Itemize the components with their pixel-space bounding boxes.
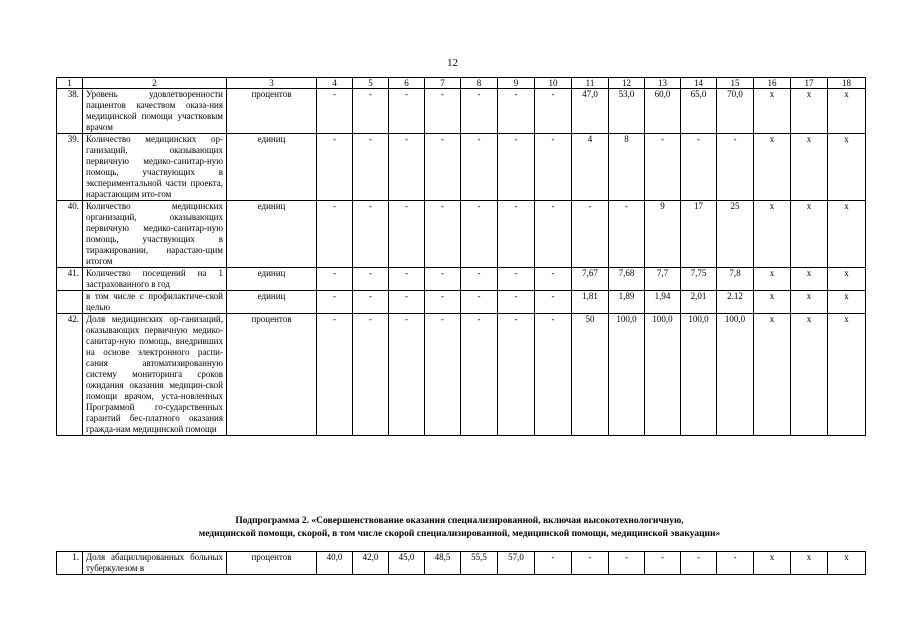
value-cell: 25 — [717, 201, 754, 268]
value-cell: - — [461, 134, 498, 201]
value-cell: - — [389, 268, 425, 291]
value-cell: - — [645, 552, 681, 575]
unit-of-measure: процентов — [227, 314, 317, 436]
value-cell: - — [535, 89, 572, 134]
value-cell: 100,0 — [681, 314, 717, 436]
column-number: 15 — [717, 78, 754, 89]
value-cell: 2,01 — [681, 291, 717, 314]
column-number: 10 — [535, 78, 572, 89]
value-cell: - — [353, 201, 389, 268]
value-cell: x — [754, 268, 791, 291]
value-cell: - — [317, 201, 353, 268]
value-cell: - — [461, 291, 498, 314]
value-cell: 2.12 — [717, 291, 754, 314]
value-cell: - — [681, 552, 717, 575]
value-cell: 8 — [609, 134, 645, 201]
value-cell: - — [498, 268, 535, 291]
value-cell: 53,0 — [609, 89, 645, 134]
unit-of-measure: единиц — [227, 291, 317, 314]
value-cell: x — [791, 314, 828, 436]
value-cell: - — [425, 89, 461, 134]
unit-of-measure: единиц — [227, 201, 317, 268]
value-cell: - — [535, 314, 572, 436]
unit-of-measure: единиц — [227, 134, 317, 201]
value-cell: - — [353, 314, 389, 436]
row-number: 41. — [57, 268, 83, 291]
value-cell: - — [645, 134, 681, 201]
column-number: 11 — [572, 78, 609, 89]
value-cell: 1,94 — [645, 291, 681, 314]
value-cell: 45,0 — [389, 552, 425, 575]
row-number: 38. — [57, 89, 83, 134]
value-cell: - — [535, 291, 572, 314]
value-cell: - — [498, 314, 535, 436]
value-cell: 42,0 — [353, 552, 389, 575]
value-cell: 17 — [681, 201, 717, 268]
column-number: 1 — [57, 78, 83, 89]
value-cell: - — [317, 268, 353, 291]
value-cell: - — [317, 314, 353, 436]
value-cell: - — [681, 134, 717, 201]
value-cell: x — [828, 552, 866, 575]
indicator-name: Количество медицинских ор-ганизаций, оказывающих первичную медико-санитар-ную помощь, участвующих в экспериментальной части проекта, нарастающим ито-гом — [83, 134, 227, 201]
value-cell: - — [535, 201, 572, 268]
value-cell: - — [717, 134, 754, 201]
value-cell: 40,0 — [317, 552, 353, 575]
value-cell: x — [791, 201, 828, 268]
value-cell: - — [717, 552, 754, 575]
value-cell: - — [389, 201, 425, 268]
page-number: 12 — [447, 57, 458, 69]
value-cell: - — [609, 201, 645, 268]
value-cell: 7,67 — [572, 268, 609, 291]
indicator-name: Количество медицинских организаций, оказывающих первичную медико-санитар-ную помощь, участвующих в тиражировании, нарастаю-щим итогом — [83, 201, 227, 268]
value-cell: - — [425, 201, 461, 268]
table-row — [57, 291, 866, 314]
value-cell: 100,0 — [609, 314, 645, 436]
row-number — [57, 291, 83, 314]
value-cell: - — [498, 89, 535, 134]
value-cell: - — [572, 201, 609, 268]
value-cell: x — [828, 89, 866, 134]
value-cell: - — [425, 314, 461, 436]
value-cell: 7,7 — [645, 268, 681, 291]
value-cell: - — [389, 291, 425, 314]
column-number: 18 — [828, 78, 866, 89]
row-number: 42. — [57, 314, 83, 436]
unit-of-measure: процентов — [227, 552, 317, 575]
value-cell: - — [535, 268, 572, 291]
value-cell: 7,75 — [681, 268, 717, 291]
value-cell: - — [353, 268, 389, 291]
value-cell: - — [498, 134, 535, 201]
value-cell: - — [461, 89, 498, 134]
value-cell: x — [791, 134, 828, 201]
value-cell: - — [317, 89, 353, 134]
row-number: 39. — [57, 134, 83, 201]
unit-of-measure: единиц — [227, 268, 317, 291]
value-cell: 65,0 — [681, 89, 717, 134]
table-row — [57, 314, 866, 436]
indicators-table — [56, 77, 866, 436]
value-cell: - — [317, 134, 353, 201]
indicator-name: в том числе с профилактиче-ской целью — [83, 291, 227, 314]
unit-of-measure: процентов — [227, 89, 317, 134]
value-cell: 100,0 — [717, 314, 754, 436]
table-row — [57, 89, 866, 134]
value-cell: x — [754, 134, 791, 201]
indicator-name: Доля абациллированных больных туберкулезом в — [83, 552, 227, 575]
column-number: 13 — [645, 78, 681, 89]
value-cell: x — [828, 201, 866, 268]
value-cell: x — [791, 268, 828, 291]
value-cell: - — [317, 291, 353, 314]
column-number: 4 — [317, 78, 353, 89]
value-cell: - — [425, 291, 461, 314]
value-cell: x — [828, 134, 866, 201]
value-cell: - — [353, 89, 389, 134]
indicator-name: Уровень удовлетворенности пациентов качеством оказа-ния медицинской помощи участковым врачом — [83, 89, 227, 134]
column-number: 14 — [681, 78, 717, 89]
value-cell: 48,5 — [425, 552, 461, 575]
value-cell: - — [535, 552, 572, 575]
value-cell: - — [498, 291, 535, 314]
column-number: 12 — [609, 78, 645, 89]
value-cell: 4 — [572, 134, 609, 201]
value-cell: x — [754, 552, 791, 575]
value-cell: 1,81 — [572, 291, 609, 314]
value-cell: x — [828, 268, 866, 291]
value-cell: - — [353, 134, 389, 201]
value-cell: x — [828, 291, 866, 314]
column-number: 16 — [754, 78, 791, 89]
value-cell: 55,5 — [461, 552, 498, 575]
value-cell: 100,0 — [645, 314, 681, 436]
value-cell: - — [389, 134, 425, 201]
value-cell: - — [609, 552, 645, 575]
column-number: 7 — [425, 78, 461, 89]
value-cell: 9 — [645, 201, 681, 268]
value-cell: 70,0 — [717, 89, 754, 134]
column-number: 17 — [791, 78, 828, 89]
column-number: 8 — [461, 78, 498, 89]
value-cell: - — [425, 134, 461, 201]
column-number-row — [57, 78, 866, 89]
subprogram-heading-line2: медицинской помощи, скорой, в том числе скорой специализированной, медицинской помощи, медицинской эвакуации» — [198, 529, 721, 539]
value-cell: x — [754, 291, 791, 314]
table-row — [57, 201, 866, 268]
value-cell: 50 — [572, 314, 609, 436]
subprogram-heading-line1: Подпрограмма 2. «Совершенствование оказания специализированной, включая высокотехнологичную, — [235, 516, 684, 526]
value-cell: - — [572, 552, 609, 575]
value-cell: 47,0 — [572, 89, 609, 134]
table-row — [57, 134, 866, 201]
value-cell: x — [754, 314, 791, 436]
column-number: 6 — [389, 78, 425, 89]
subprogram-table — [56, 551, 866, 575]
indicator-name: Количество посещений на 1 застрахованного в год — [83, 268, 227, 291]
value-cell: x — [828, 314, 866, 436]
subprogram-heading — [56, 515, 863, 541]
column-number: 2 — [83, 78, 227, 89]
value-cell: - — [389, 89, 425, 134]
column-number: 9 — [498, 78, 535, 89]
value-cell: x — [791, 291, 828, 314]
value-cell: - — [461, 268, 498, 291]
value-cell: x — [791, 552, 828, 575]
value-cell: - — [425, 268, 461, 291]
value-cell: - — [389, 314, 425, 436]
indicator-name: Доля медицинских ор-ганизаций, оказывающих первичную медико-санитар-ную помощь, внедривших на основе электронного распи-сания автоматизированную систему мониторинга сроков ожидания оказания медицин-ской помощи врачом, уста-новленных Программой го-сударственных гарантий бес-платного оказания гражда-нам медицинской помощи — [83, 314, 227, 436]
value-cell: x — [754, 89, 791, 134]
table-row — [57, 268, 866, 291]
value-cell: x — [754, 201, 791, 268]
value-cell: 60,0 — [645, 89, 681, 134]
table-row — [57, 552, 866, 575]
column-number: 3 — [227, 78, 317, 89]
value-cell: - — [353, 291, 389, 314]
value-cell: - — [461, 314, 498, 436]
value-cell: x — [791, 89, 828, 134]
row-number: 40. — [57, 201, 83, 268]
value-cell: 7,8 — [717, 268, 754, 291]
value-cell: - — [535, 134, 572, 201]
value-cell: 7,68 — [609, 268, 645, 291]
value-cell: 57,0 — [498, 552, 535, 575]
value-cell: 1,89 — [609, 291, 645, 314]
value-cell: - — [498, 201, 535, 268]
row-number: 1. — [57, 552, 83, 575]
value-cell: - — [461, 201, 498, 268]
column-number: 5 — [353, 78, 389, 89]
